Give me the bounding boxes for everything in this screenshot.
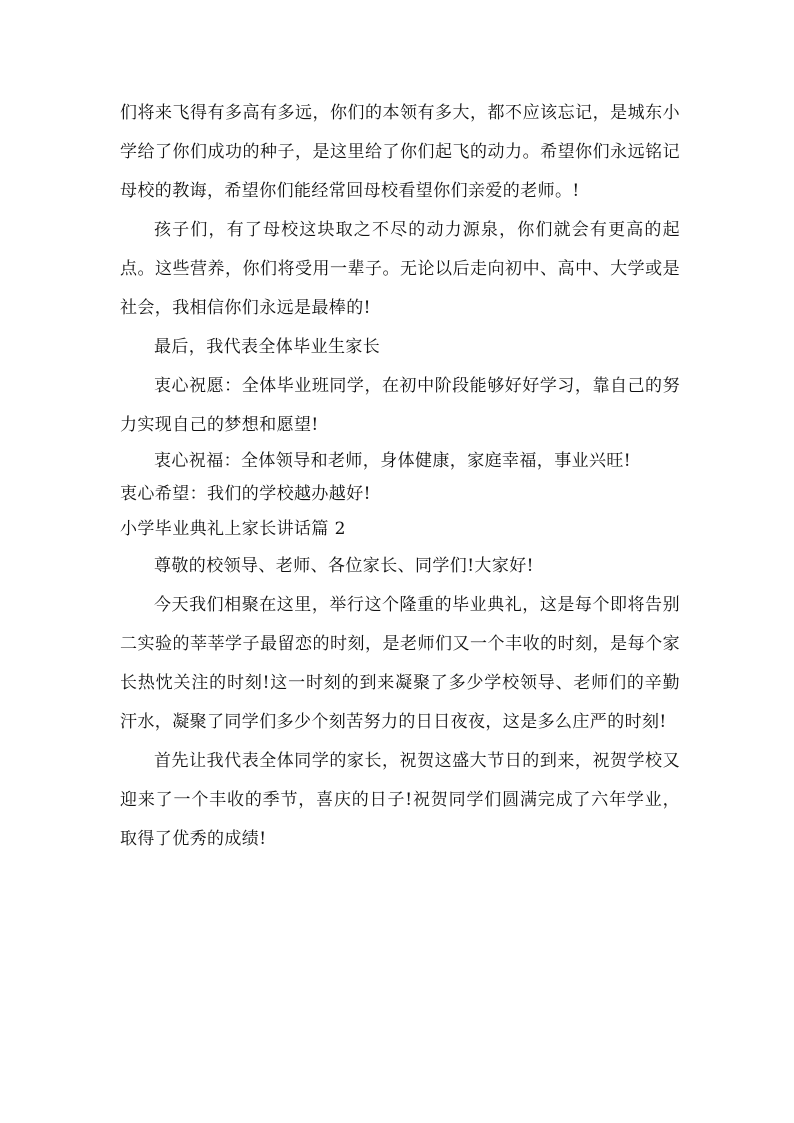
section-heading: 小学毕业典礼上家长讲话篇 2 [120, 519, 346, 539]
paragraph: 今天我们相聚在这里，举行这个隆重的毕业典礼，这是每个即将告别二实验的莘莘学子最留恋的时刻，是老师们又一个丰收的时刻，是每个家长热忱关注的时刻!这一时刻的到来凝聚了多少学校领导、老师们的辛勤汗水，凝聚了同学们多少个刻苦努力的日日夜夜，这是多么庄严的时刻! [120, 595, 680, 732]
document-body [120, 94, 680, 859]
paragraph: 最后，我代表全体毕业生家长 [154, 337, 381, 357]
paragraph: 衷心希望：我们的学校越办越好! [120, 484, 371, 504]
paragraph: 首先让我代表全体同学的家长，祝贺这盛大节日的到来，祝贺学校又迎来了一个丰收的季节，喜庆的日子!祝贺同学们圆满完成了六年学业，取得了优秀的成绩! [120, 751, 680, 849]
paragraph: 们将来飞得有多高有多远，你们的本领有多大，都不应该忘记，是城东小学给了你们成功的种子，是这里给了你们起飞的动力。希望你们永远铭记母校的教诲，希望你们能经常回母校看望你们亲爱的老师。! [120, 103, 680, 201]
paragraph: 衷心祝福：全体领导和老师，身体健康，家庭幸福，事业兴旺! [154, 451, 632, 471]
paragraph: 尊敬的校领导、老师、各位家长、同学们!大家好! [154, 556, 534, 576]
paragraph: 孩子们，有了母校这块取之不尽的动力源泉，你们就会有更高的起点。这些营养，你们将受用一辈子。无论以后走向初中、高中、大学或是社会，我相信你们永远是最棒的! [120, 220, 680, 318]
paragraph: 衷心祝愿：全体毕业班同学，在初中阶段能够好好学习，靠自己的努力实现自己的梦想和愿望! [120, 376, 680, 435]
